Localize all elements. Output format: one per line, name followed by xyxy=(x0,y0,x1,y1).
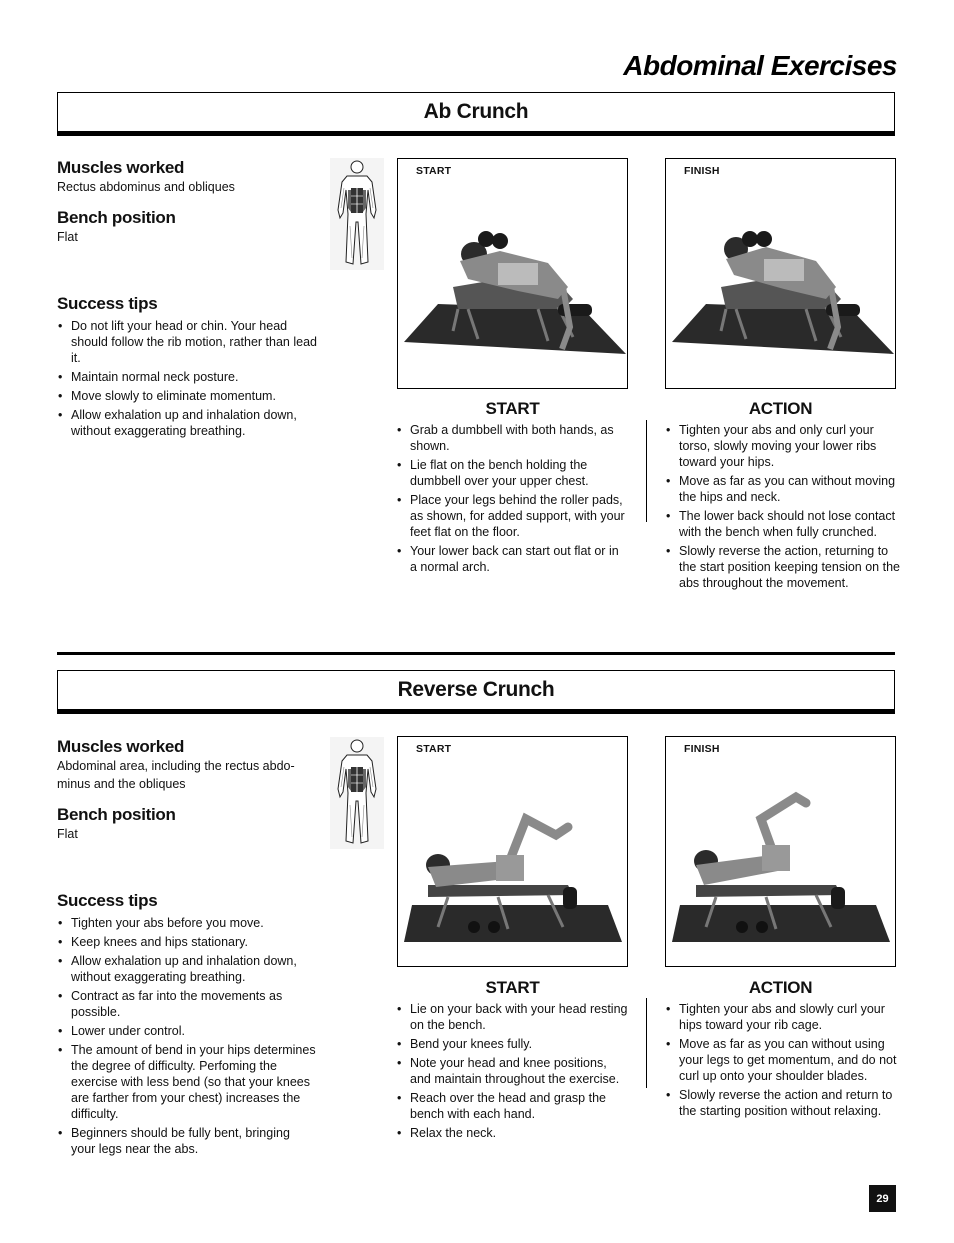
list-item: • Tighten your abs before you move. xyxy=(57,915,317,931)
muscle-anatomy-icon xyxy=(330,737,384,849)
success-tips-list xyxy=(57,915,317,1157)
action-heading: ACTION xyxy=(748,978,813,997)
success-tips-list xyxy=(57,318,322,439)
list-item: • The amount of bend in your hips determines the degree of difficulty. Perfoming the exercise with less bend (so that your knees are farther from your chest) increases the difficulty. xyxy=(57,1042,317,1122)
list-item: • Maintain normal neck posture. xyxy=(57,369,322,385)
section-title: Reverse Crunch xyxy=(397,678,555,701)
start-photo xyxy=(397,736,628,967)
bench-position-text: Flat xyxy=(57,827,78,841)
action-steps-list xyxy=(665,422,901,594)
photo-label-finish: FINISH xyxy=(684,743,720,755)
section-title: Ab Crunch xyxy=(423,100,529,123)
page-title: Abdominal Exercises xyxy=(623,50,897,81)
column-divider xyxy=(646,420,647,522)
photo-label-finish: FINISH xyxy=(684,165,720,177)
muscles-worked-heading: Muscles worked xyxy=(57,737,185,756)
start-photo xyxy=(397,158,628,389)
list-item: • Reach over the head and grasp the bench with each hand. xyxy=(396,1090,628,1122)
list-item: • The lower back should not lose contact with the bench when fully crunched. xyxy=(665,508,901,540)
muscles-worked-text: Rectus abdominus and obliques xyxy=(57,180,235,194)
info-column xyxy=(57,158,322,442)
section-divider xyxy=(57,652,895,655)
list-item: • Slowly reverse the action, returning to the start position keeping tension on the abs throughout the movement. xyxy=(665,543,901,591)
exercise-photo-icon xyxy=(666,737,896,967)
start-steps-list xyxy=(396,422,628,578)
muscle-anatomy-icon xyxy=(330,158,384,270)
page-number: 29 xyxy=(869,1185,896,1212)
start-heading: START xyxy=(485,399,540,418)
section-banner-reverse-crunch xyxy=(57,670,895,714)
list-item: • Note your head and knee positions, and maintain throughout the exercise. xyxy=(396,1055,628,1087)
list-item: • Place your legs behind the roller pads, as shown, for added support, with your feet flat on the floor. xyxy=(396,492,628,540)
bench-position-heading: Bench position xyxy=(57,208,176,227)
bench-position-heading: Bench position xyxy=(57,805,176,824)
success-tips-heading: Success tips xyxy=(57,294,158,313)
info-column xyxy=(57,737,317,1160)
photo-label-start: START xyxy=(416,743,452,755)
finish-photo xyxy=(665,158,896,389)
list-item: • Lie flat on the bench holding the dumbbell over your upper chest. xyxy=(396,457,628,489)
exercise-photo-icon xyxy=(666,159,896,389)
list-item: • Allow exhalation up and inhalation down, without exaggerating breathing. xyxy=(57,407,322,439)
list-item: • Beginners should be fully bent, bringing your legs near the abs. xyxy=(57,1125,317,1157)
action-steps-list xyxy=(665,1001,901,1122)
finish-photo xyxy=(665,736,896,967)
column-divider xyxy=(646,998,647,1088)
exercise-photo-icon xyxy=(398,737,628,967)
muscles-worked-heading: Muscles worked xyxy=(57,158,185,177)
list-item: • Grab a dumbbell with both hands, as shown. xyxy=(396,422,628,454)
list-item: • Your lower back can start out flat or in a normal arch. xyxy=(396,543,628,575)
section-banner-ab-crunch xyxy=(57,92,895,136)
list-item: • Contract as far into the movements as possible. xyxy=(57,988,317,1020)
muscles-worked-text: Abdominal area, including the rectus abdo-minus and the obliques xyxy=(57,759,295,791)
success-tips-heading: Success tips xyxy=(57,891,158,910)
list-item: • Relax the neck. xyxy=(396,1125,628,1141)
start-steps-list xyxy=(396,1001,628,1144)
list-item: • Slowly reverse the action and return to the starting position without relaxing. xyxy=(665,1087,901,1119)
list-item: • Lower under control. xyxy=(57,1023,317,1039)
start-heading: START xyxy=(485,978,540,997)
list-item: • Allow exhalation up and inhalation down, without exaggerating breathing. xyxy=(57,953,317,985)
list-item: • Move as far as you can without moving the hips and neck. xyxy=(665,473,901,505)
photo-label-start: START xyxy=(416,165,452,177)
list-item: • Move slowly to eliminate momentum. xyxy=(57,388,322,404)
list-item: • Tighten your abs and only curl your torso, slowly moving your lower ribs toward your hips. xyxy=(665,422,901,470)
list-item: • Keep knees and hips stationary. xyxy=(57,934,317,950)
bench-position-text: Flat xyxy=(57,230,78,244)
exercise-photo-icon xyxy=(398,159,628,389)
action-heading: ACTION xyxy=(748,399,813,418)
list-item: • Bend your knees fully. xyxy=(396,1036,628,1052)
list-item: • Tighten your abs and slowly curl your hips toward your rib cage. xyxy=(665,1001,901,1033)
list-item: • Move as far as you can without using your legs to get momentum, and do not curl up onto your shoulder blades. xyxy=(665,1036,901,1084)
list-item: • Do not lift your head or chin. Your head should follow the rib motion, rather than lead it. xyxy=(57,318,322,366)
list-item: • Lie on your back with your head resting on the bench. xyxy=(396,1001,628,1033)
